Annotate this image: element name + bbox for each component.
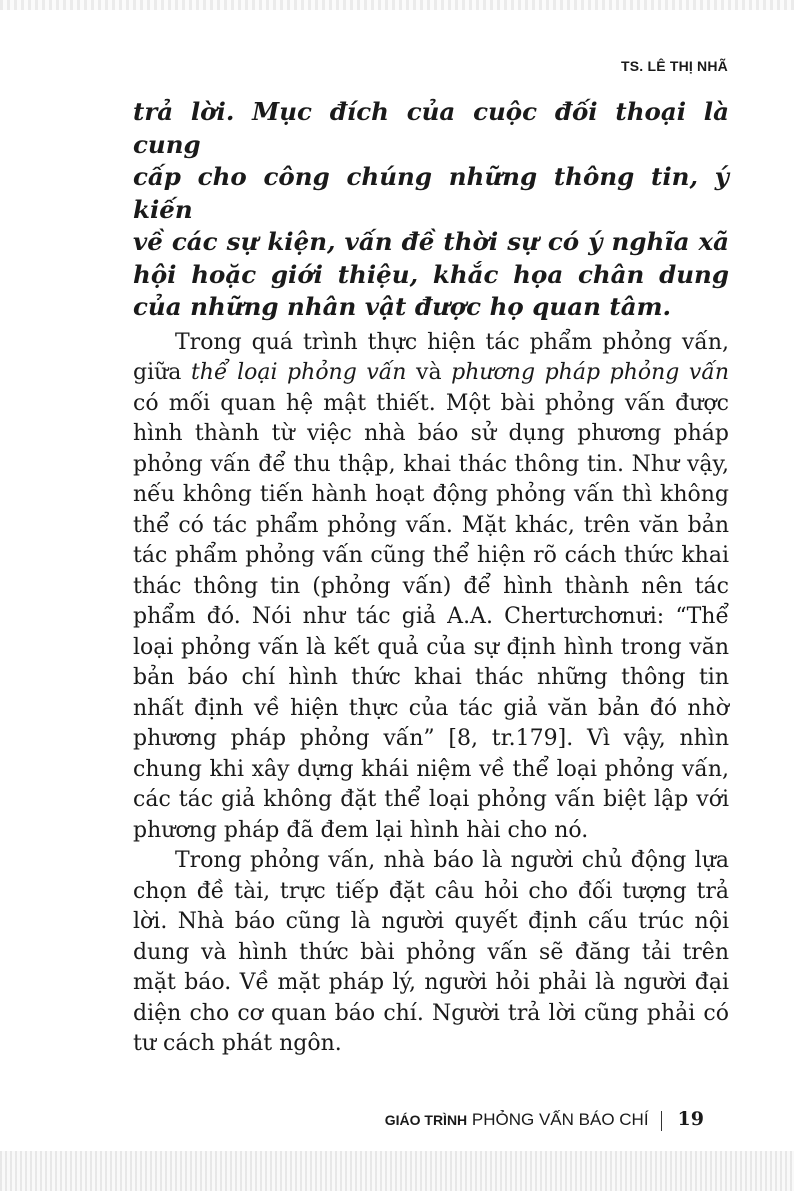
lead-line: về các sự kiện, vấn đề thời sự có ý nghĩa xã	[133, 227, 729, 256]
lead-line: cấp cho công chúng những thông tin, ý kiến	[133, 162, 729, 224]
lead-line: của những nhân vật được họ quan tâm.	[133, 292, 672, 321]
lead-line: trả lời. Mục đích của cuộc đối thoại là cung	[133, 97, 729, 159]
paragraph-genre-method	[133, 328, 729, 847]
scan-edge-top	[0, 0, 794, 10]
lead-paragraph	[133, 96, 729, 324]
paragraph-text: có mối quan hệ mật thiết. Một bài phỏng vấn được hình thành từ việc nhà báo sử dụng phương pháp phỏng vấn để thu thập, khai thác thông tin. Như vậy, nếu không tiến hành hoạt động phỏng vấn thì không thể có tác phẩm phỏng vấn. Mặt khác, trên văn bản tác phẩm phỏng vấn cũng thể hiện rõ cách thức khai thác thông tin (phỏng vấn) để hình thành nên tác phẩm đó. Nói như tác giả A.A. Chertưchơnưi: “Thể loại phỏng vấn là kết quả của sự định hình trong văn bản báo chí hình thức khai thác những thông tin nhất định về hiện thực của tác giả văn bản đó nhờ phương pháp phỏng vấn” [8, tr.179]. Vì vậy, nhìn chung khi xây dựng khái niệm về thể loại phỏng vấn, các tác giả không đặt thể loại phỏng vấn biệt lập với phương pháp đã đem lại hình hài cho nó.	[133, 390, 729, 843]
page-body	[133, 96, 729, 1060]
lead-line: hội hoặc giới thiệu, khắc họa chân dung	[133, 259, 729, 289]
running-header-author: TS. LÊ THỊ NHÃ	[620, 58, 728, 74]
emphasis-method: phương pháp phỏng vấn	[451, 360, 729, 385]
running-footer	[0, 1108, 704, 1131]
footer-series: GIÁO TRÌNH	[384, 1112, 468, 1128]
paragraph-journalist-role: Trong phỏng vấn, nhà báo là người chủ động lựa chọn đề tài, trực tiếp đặt câu hỏi cho đối tượng trả lời. Nhà báo cũng là người quyết định cấu trúc nội dung và hình thức bài phỏng vấn sẽ đăng tải trên mặt báo. Về mặt pháp lý, người hỏi phải là người đại diện cho cơ quan báo chí. Người trả lời cũng phải có tư cách phát ngôn.	[133, 848, 729, 1056]
footer-divider	[661, 1111, 662, 1131]
emphasis-genre: thể loại phỏng vấn	[190, 360, 407, 385]
page-number: 19	[677, 1108, 704, 1130]
scan-edge-bottom	[0, 1151, 794, 1191]
footer-book-title: PHỎNG VẤN BÁO CHÍ	[467, 1110, 649, 1129]
paragraph-text: Trong quá trình thực hiện tác phẩm phỏng vấn, giữa	[133, 329, 729, 385]
paragraph-text: và	[406, 360, 452, 385]
